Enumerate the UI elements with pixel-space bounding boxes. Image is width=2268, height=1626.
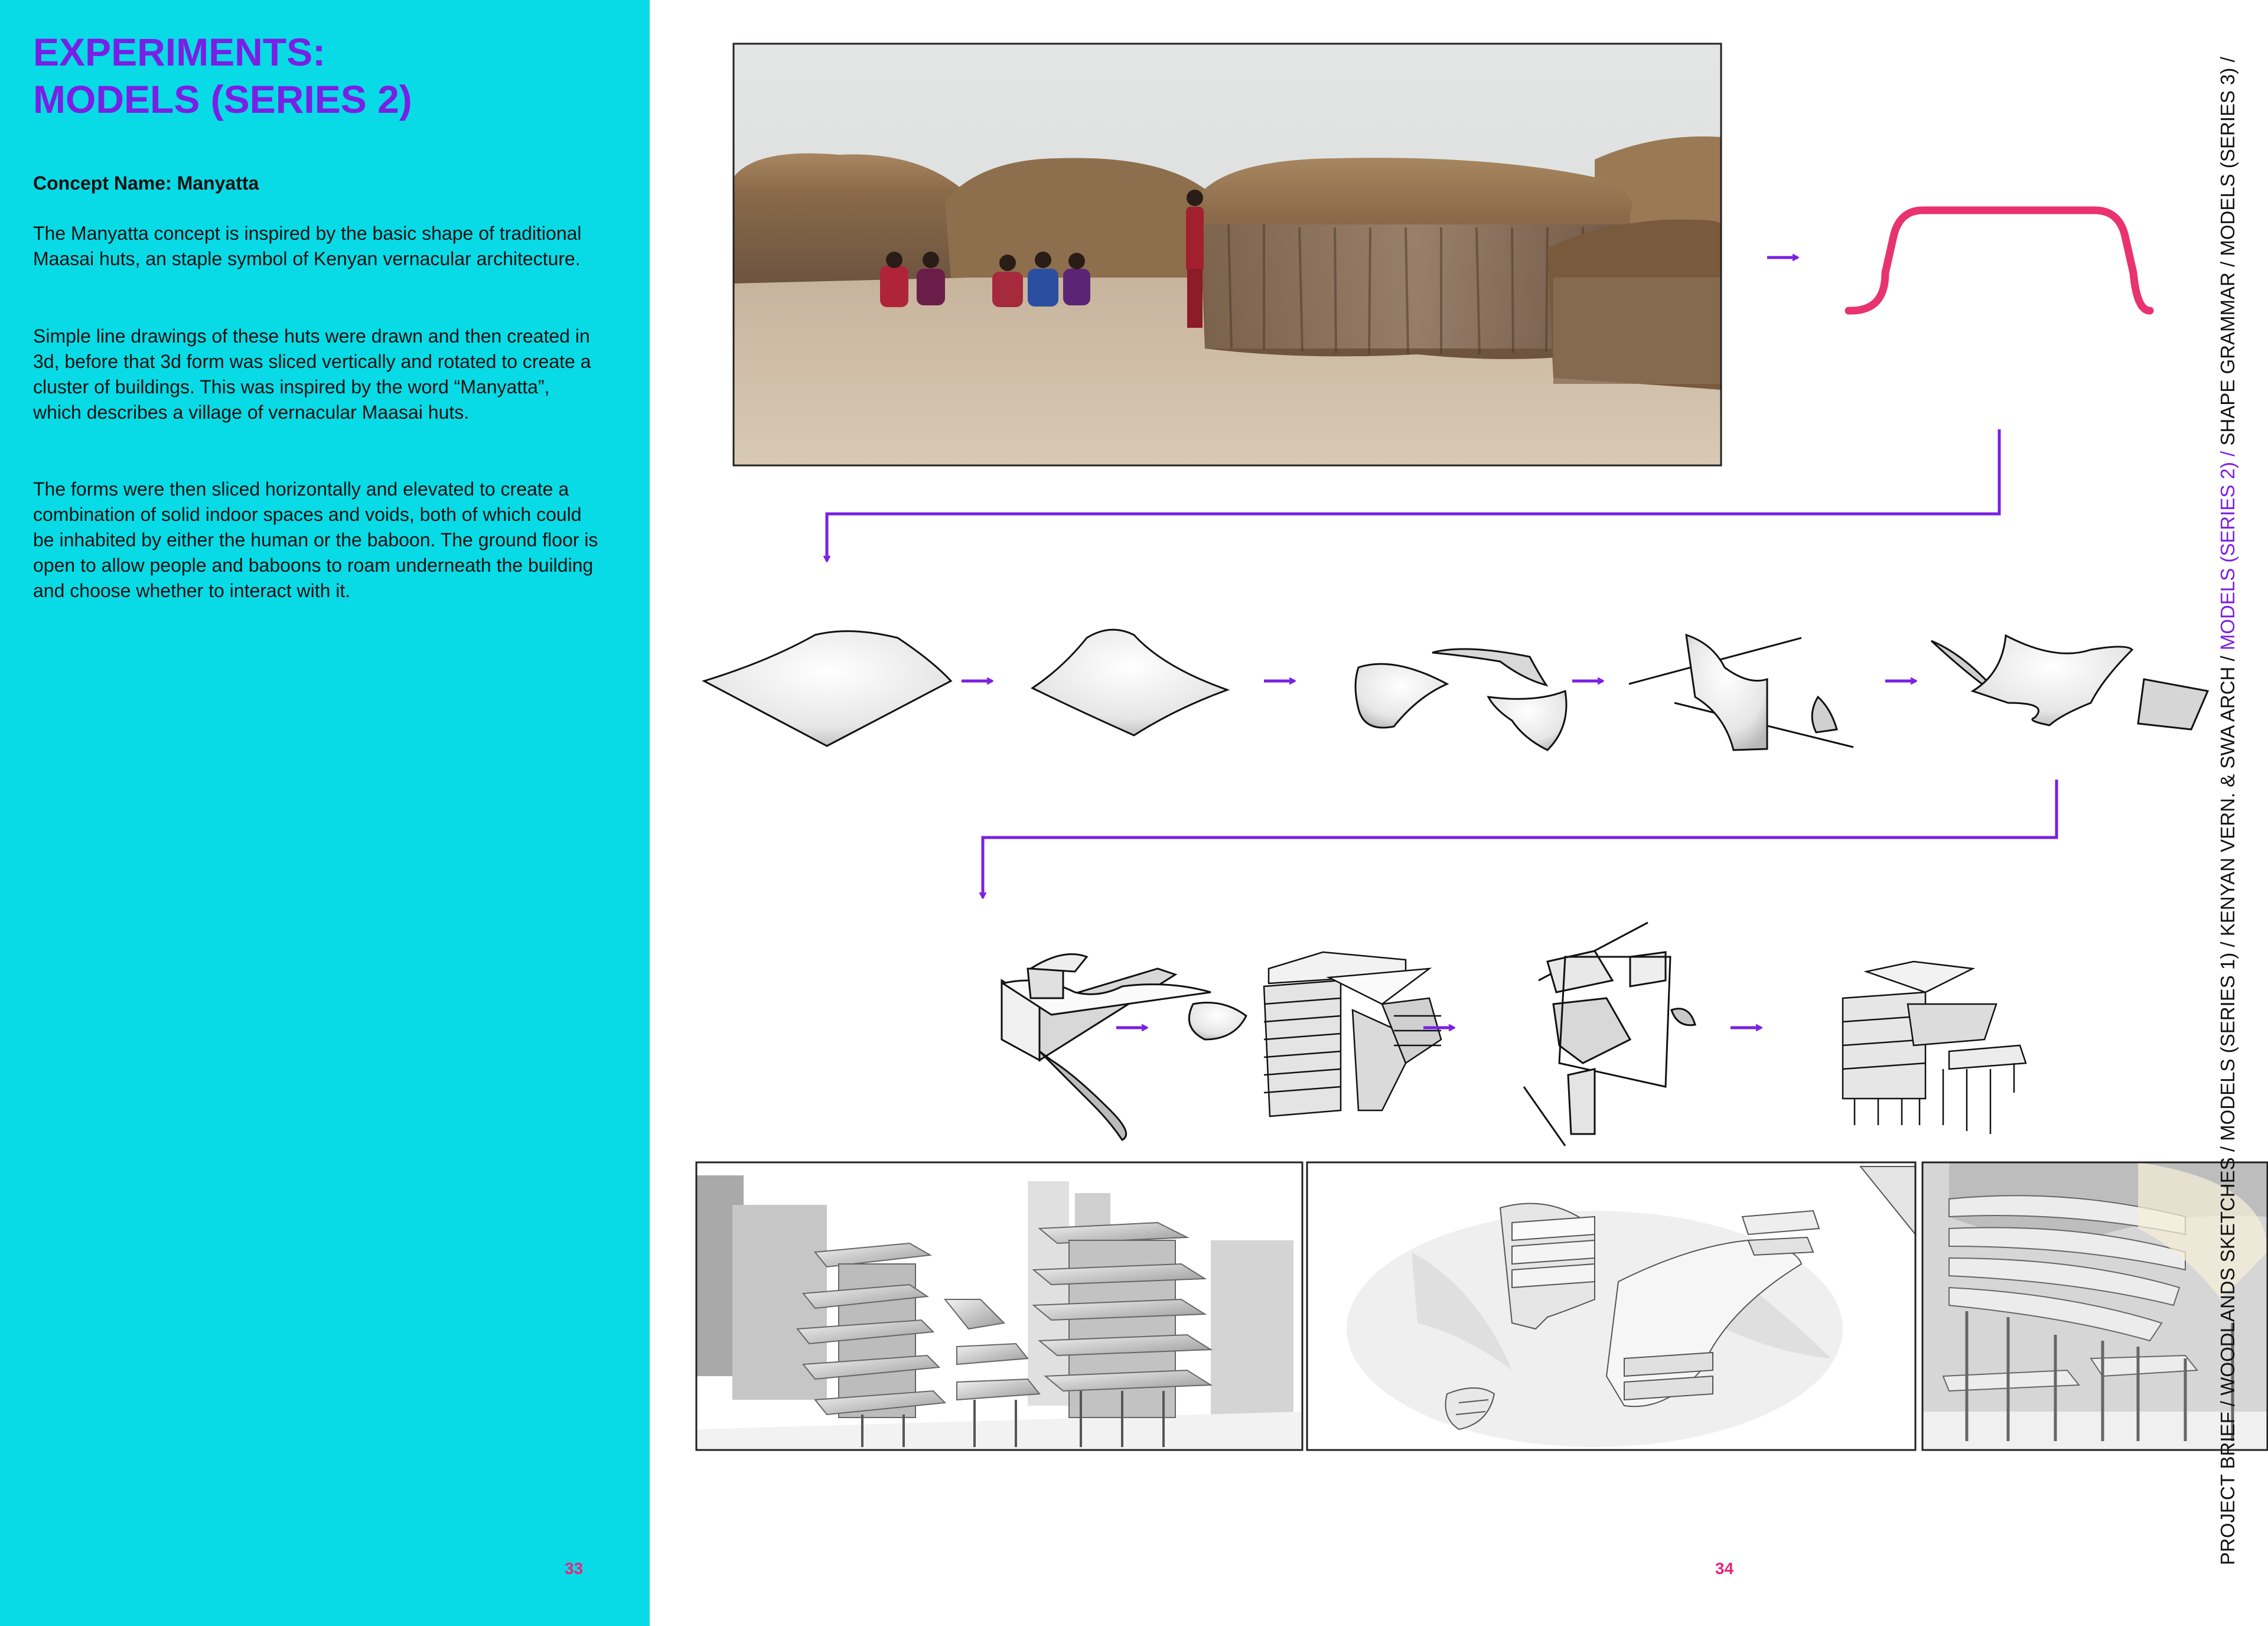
breadcrumb-before: PROJECT BRIEF / WOODLANDS SKETCHES / MODELS (SERIES 1) / KENYAN VERN. & SWA ARCH /: [2217, 650, 2238, 1565]
surface-stage-3: [1355, 649, 1566, 750]
render-aerial-view: [1307, 1162, 1915, 1450]
breadcrumb-after: SHAPE GRAMMAR / MODELS (SERIES 3) /: [2217, 57, 2238, 451]
concept-name: Concept Name: Manyatta: [33, 172, 259, 194]
connector-arrow-2: [983, 780, 2057, 898]
paragraph-intro: The Manyatta concept is inspired by the basic shape of traditional Maasai huts, an staple symbol of Kenyan vernacular architecture.: [33, 223, 582, 269]
render-street-view: [696, 1162, 1302, 1450]
title-line-1: EXPERIMENTS:: [33, 30, 326, 74]
page-number-left: 33: [565, 1559, 584, 1578]
surface-stage-1: [704, 631, 951, 746]
page-number-right: 34: [1715, 1559, 1734, 1578]
maasai-village-photo: [734, 44, 1721, 467]
surface-stage-5: [1931, 636, 2208, 729]
building-model-3: [1524, 923, 1695, 1146]
building-model-1: [1002, 954, 1246, 1141]
building-model-2: [1264, 952, 1441, 1116]
paragraph-forms: The forms were then sliced horizontally and elevated to create a combination of solid indoor spaces and voids, both of which could be inhabited by either the human or the baboon. The ground floor is open to allow people and baboons to roam underneath the building and choose whether to interact with it.: [33, 478, 598, 601]
breadcrumb: [2210, 18, 2246, 1565]
title-line-2: MODELS (SERIES 2): [33, 77, 412, 121]
paragraph-process: Simple line drawings of these huts were drawn and then created in 3d, before that 3d form was sliced vertically and rotated to create a cluster of buildings. This was inspired by the word “Manyatta”, which describes a village of vernacular Maasai huts.: [33, 325, 591, 423]
surface-stage-2: [1032, 630, 1227, 735]
building-model-4: [1843, 962, 2026, 1134]
surface-stage-4: [1629, 635, 1853, 750]
breadcrumb-active: MODELS (SERIES 2) /: [2217, 451, 2238, 651]
hut-outline-line: [1849, 210, 2150, 311]
